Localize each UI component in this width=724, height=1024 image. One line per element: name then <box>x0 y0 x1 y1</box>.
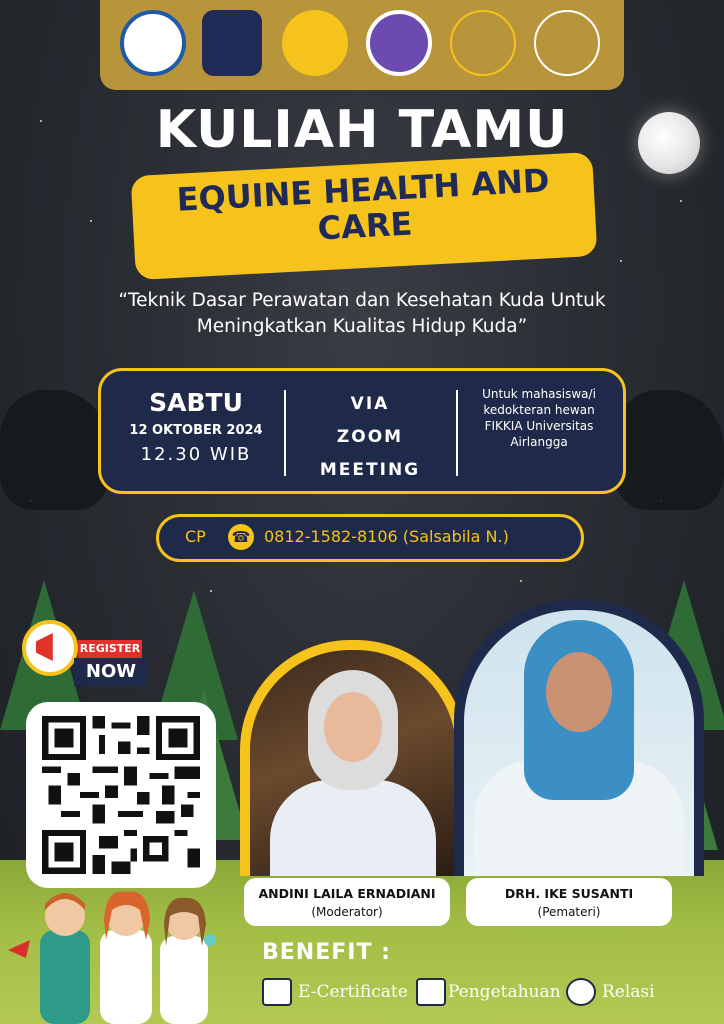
contact-number[interactable]: 0812-1582-8106 (Salsabila N.) <box>264 527 509 546</box>
event-date: 12 OKTOBER 2024 <box>129 423 263 438</box>
himpunan-logo <box>366 10 432 76</box>
benefit-item-knowledge: Pengetahuan <box>448 982 561 1002</box>
moderator-name: ANDINI LAILA ERNADIANI <box>258 886 436 901</box>
venue-line: VIA <box>350 394 390 414</box>
person-face <box>324 692 382 762</box>
audience: Untuk mahasiswa/i kedokteran hewan FIKKIA Universitas Airlangga <box>482 387 596 449</box>
star <box>520 580 522 582</box>
register-now-label: NOW <box>74 658 148 686</box>
knight-horse-silhouette-left <box>0 390 110 510</box>
unair-logo <box>120 10 186 76</box>
contact-label: CP <box>185 527 206 546</box>
fikkia-logo <box>202 10 262 76</box>
star <box>90 220 92 222</box>
person-face <box>546 652 612 732</box>
venue <box>300 388 440 487</box>
moderator-role: (Moderator) <box>311 905 383 919</box>
event-topic: EQUINE HEALTH AND CARE <box>175 161 551 248</box>
speaker-name: DRH. IKE SUSANTI <box>504 886 634 901</box>
benefit-item-certificate: E-Certificate <box>298 982 408 1002</box>
star <box>620 260 622 262</box>
venue-line: ZOOM <box>336 427 404 447</box>
star <box>680 200 682 202</box>
brain-gear-icon <box>566 978 596 1006</box>
knight-horse-silhouette-right <box>614 390 724 510</box>
venue-line: MEETING <box>319 460 421 480</box>
speaker-role: (Pemateri) <box>537 905 601 919</box>
horse-club-logo <box>534 10 600 76</box>
certificate-icon <box>262 978 292 1006</box>
vet-kids-illustration <box>0 880 230 1024</box>
event-time: 12.30 WIB <box>140 444 252 465</box>
unair-banyuwangi-logo <box>282 10 348 76</box>
register-label: REGISTER <box>78 640 142 658</box>
qr-code[interactable] <box>40 716 202 874</box>
person-body <box>270 780 436 876</box>
event-quote: “Teknik Dasar Perawatan dan Kesehatan Kuda Untuk Meningkatkan Kualitas Hidup Kuda” <box>118 290 606 337</box>
benefit-item-relation: Relasi <box>602 982 655 1002</box>
bee-logo <box>450 10 516 76</box>
benefit-title: BENEFIT : <box>262 940 391 965</box>
event-day: SABTU <box>149 388 243 417</box>
event-title: KULIAH TAMU <box>155 100 569 160</box>
divider <box>456 390 458 476</box>
gift-icon <box>416 978 446 1006</box>
moderator-photo <box>250 650 456 876</box>
speaker-photo <box>464 610 694 876</box>
phone-icon: ☎ <box>228 524 254 550</box>
speaker-name-card <box>466 878 672 926</box>
divider <box>284 390 286 476</box>
moderator-name-card <box>244 878 450 926</box>
